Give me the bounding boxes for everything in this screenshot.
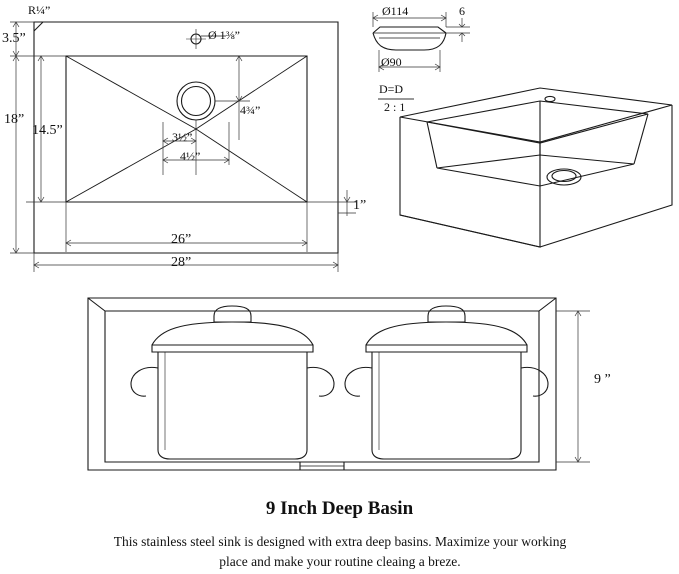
pot-right bbox=[345, 306, 548, 459]
sink-basin-outline bbox=[66, 56, 307, 202]
label-drain-thickness: 6 bbox=[459, 4, 465, 18]
label-overall-width: 28” bbox=[171, 255, 192, 270]
page-title: 9 Inch Deep Basin bbox=[265, 498, 414, 519]
page-description: This stainless steel sink is designed with extra deep basins. Maximize your working place and make your routine cleaing a breze. bbox=[113, 534, 567, 570]
label-drain-inner-diameter: Ø90 bbox=[381, 55, 402, 69]
label-basin-depth: 9 ” bbox=[594, 372, 611, 387]
basin-slope-lines bbox=[66, 56, 307, 202]
drain-detail-shape bbox=[373, 27, 446, 50]
label-top-margin: 3.5” bbox=[2, 31, 26, 46]
label-faucet-hole: Ø 1⅜” bbox=[208, 28, 240, 42]
label-inner-width: 26” bbox=[171, 232, 192, 247]
label-detail-scale-ratio: 2 : 1 bbox=[384, 100, 406, 114]
label-drain-offset-b: 4½” bbox=[180, 149, 201, 163]
label-corner-radius: R¼” bbox=[28, 3, 51, 17]
label-drain-to-back: 4¾” bbox=[240, 103, 261, 117]
faucet-hole bbox=[186, 29, 206, 49]
label-inner-height: 14.5” bbox=[32, 123, 63, 138]
drain-circle bbox=[177, 82, 215, 120]
front-view-depth-dimension bbox=[556, 311, 590, 462]
label-overall-height: 18” bbox=[4, 112, 25, 127]
label-detail-scale-name: D=D bbox=[379, 82, 404, 96]
sink-iso-outline bbox=[400, 88, 672, 247]
pot-left bbox=[131, 306, 334, 459]
label-right-offset: 1” bbox=[353, 198, 367, 213]
label-drain-offset-a: 3½” bbox=[172, 130, 193, 144]
label-drain-outer-diameter: Ø114 bbox=[382, 4, 409, 18]
